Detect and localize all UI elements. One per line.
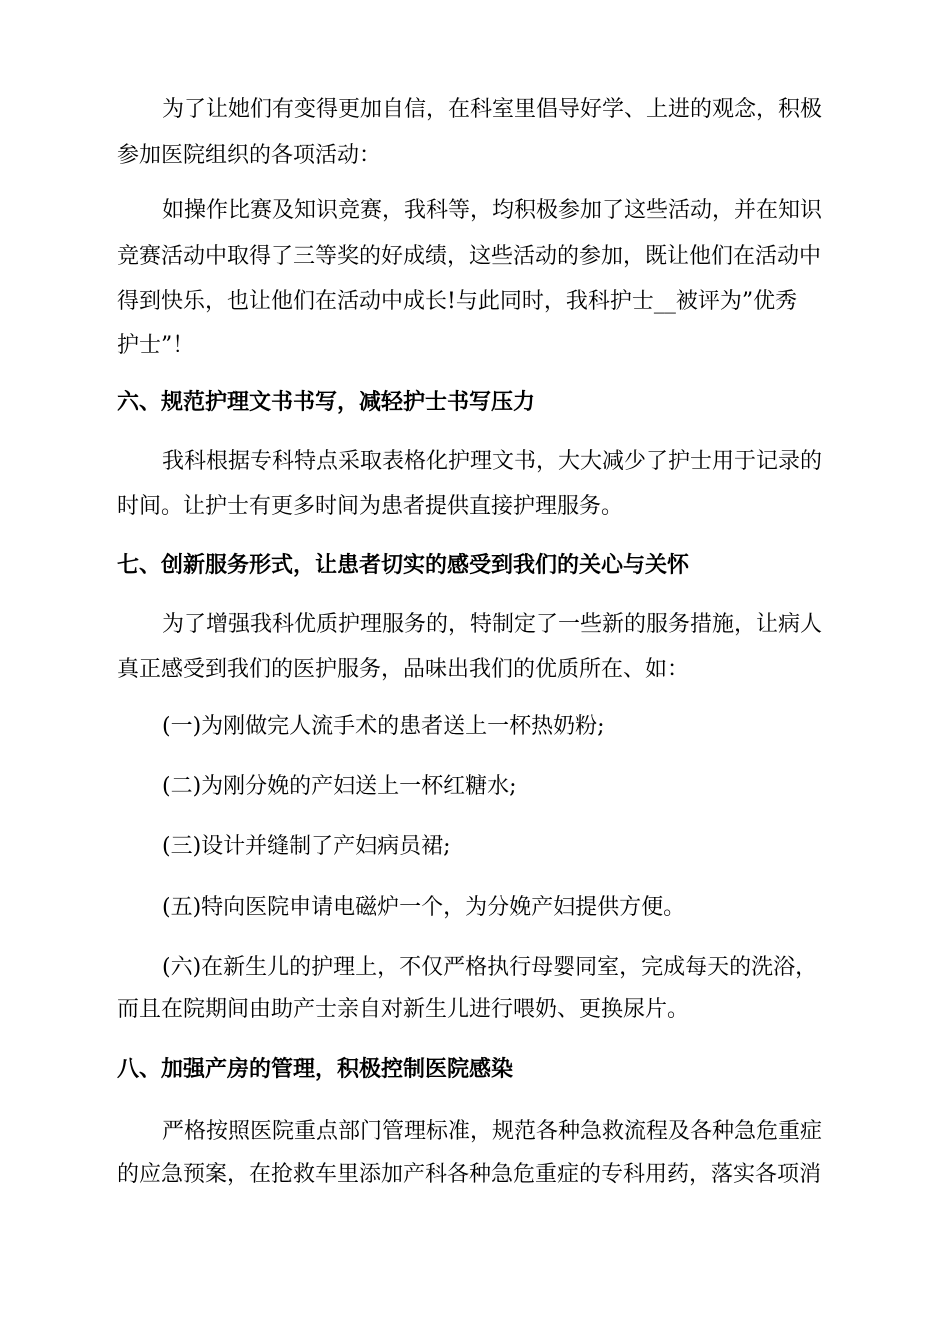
section-heading-8: 八、加强产房的管理，积极控制医院感染 [117,1056,514,1082]
paragraph-line: 竞赛活动中取得了三等奖的好成绩，这些活动的参加，既让他们在活动中 [117,244,822,269]
paragraph-line: 时间。让护士有更多时间为患者提供直接护理服务。 [117,494,624,519]
paragraph-line: 真正感受到我们的医护服务，品味出我们的优质所在、如： [117,657,690,682]
paragraph-line: 为了增强我科优质护理服务的，特制定了一些新的服务措施，让病人 [162,612,823,637]
list-item: (三)设计并缝制了产妇病员裙; [162,834,451,859]
list-item: (二)为刚分娩的产妇送上一杯红糖水; [162,774,517,799]
paragraph-line: 得到快乐，也让他们在活动中成长!与此同时，我科护士__被评为”优秀 [117,289,798,314]
paragraph-line: 的应急预案，在抢救车里添加产科各种急危重症的专科用药，落实各项消 [117,1162,822,1187]
paragraph-line: 参加医院组织的各项活动： [117,143,382,168]
paragraph-line: 严格按照医院重点部门管理标准，规范各种急救流程及各种急危重症 [162,1119,823,1144]
list-item: (五)特向医院申请电磁炉一个，为分娩产妇提供方便。 [162,895,686,920]
paragraph-line: 我科根据专科特点采取表格化护理文书，大大减少了护士用于记录的 [162,449,823,474]
paragraph-line: 护士”！ [117,333,195,358]
list-item: (六)在新生儿的护理上，不仅严格执行母婴同室，完成每天的洗浴， [162,955,818,980]
section-heading-6: 六、规范护理文书书写，减轻护士书写压力 [117,389,536,415]
section-heading-7: 七、创新服务形式，让患者切实的感受到我们的关心与关怀 [117,552,690,578]
list-item: (一)为刚做完人流手术的患者送上一杯热奶粉; [162,714,605,739]
paragraph-line: 而且在院期间由助产士亲自对新生儿进行喂奶、更换尿片。 [117,997,690,1022]
paragraph-line: 为了让她们有变得更加自信，在科室里倡导好学、上进的观念，积极 [162,97,823,122]
paragraph-line: 如操作比赛及知识竞赛，我科等，均积极参加了这些活动，并在知识 [162,198,823,223]
